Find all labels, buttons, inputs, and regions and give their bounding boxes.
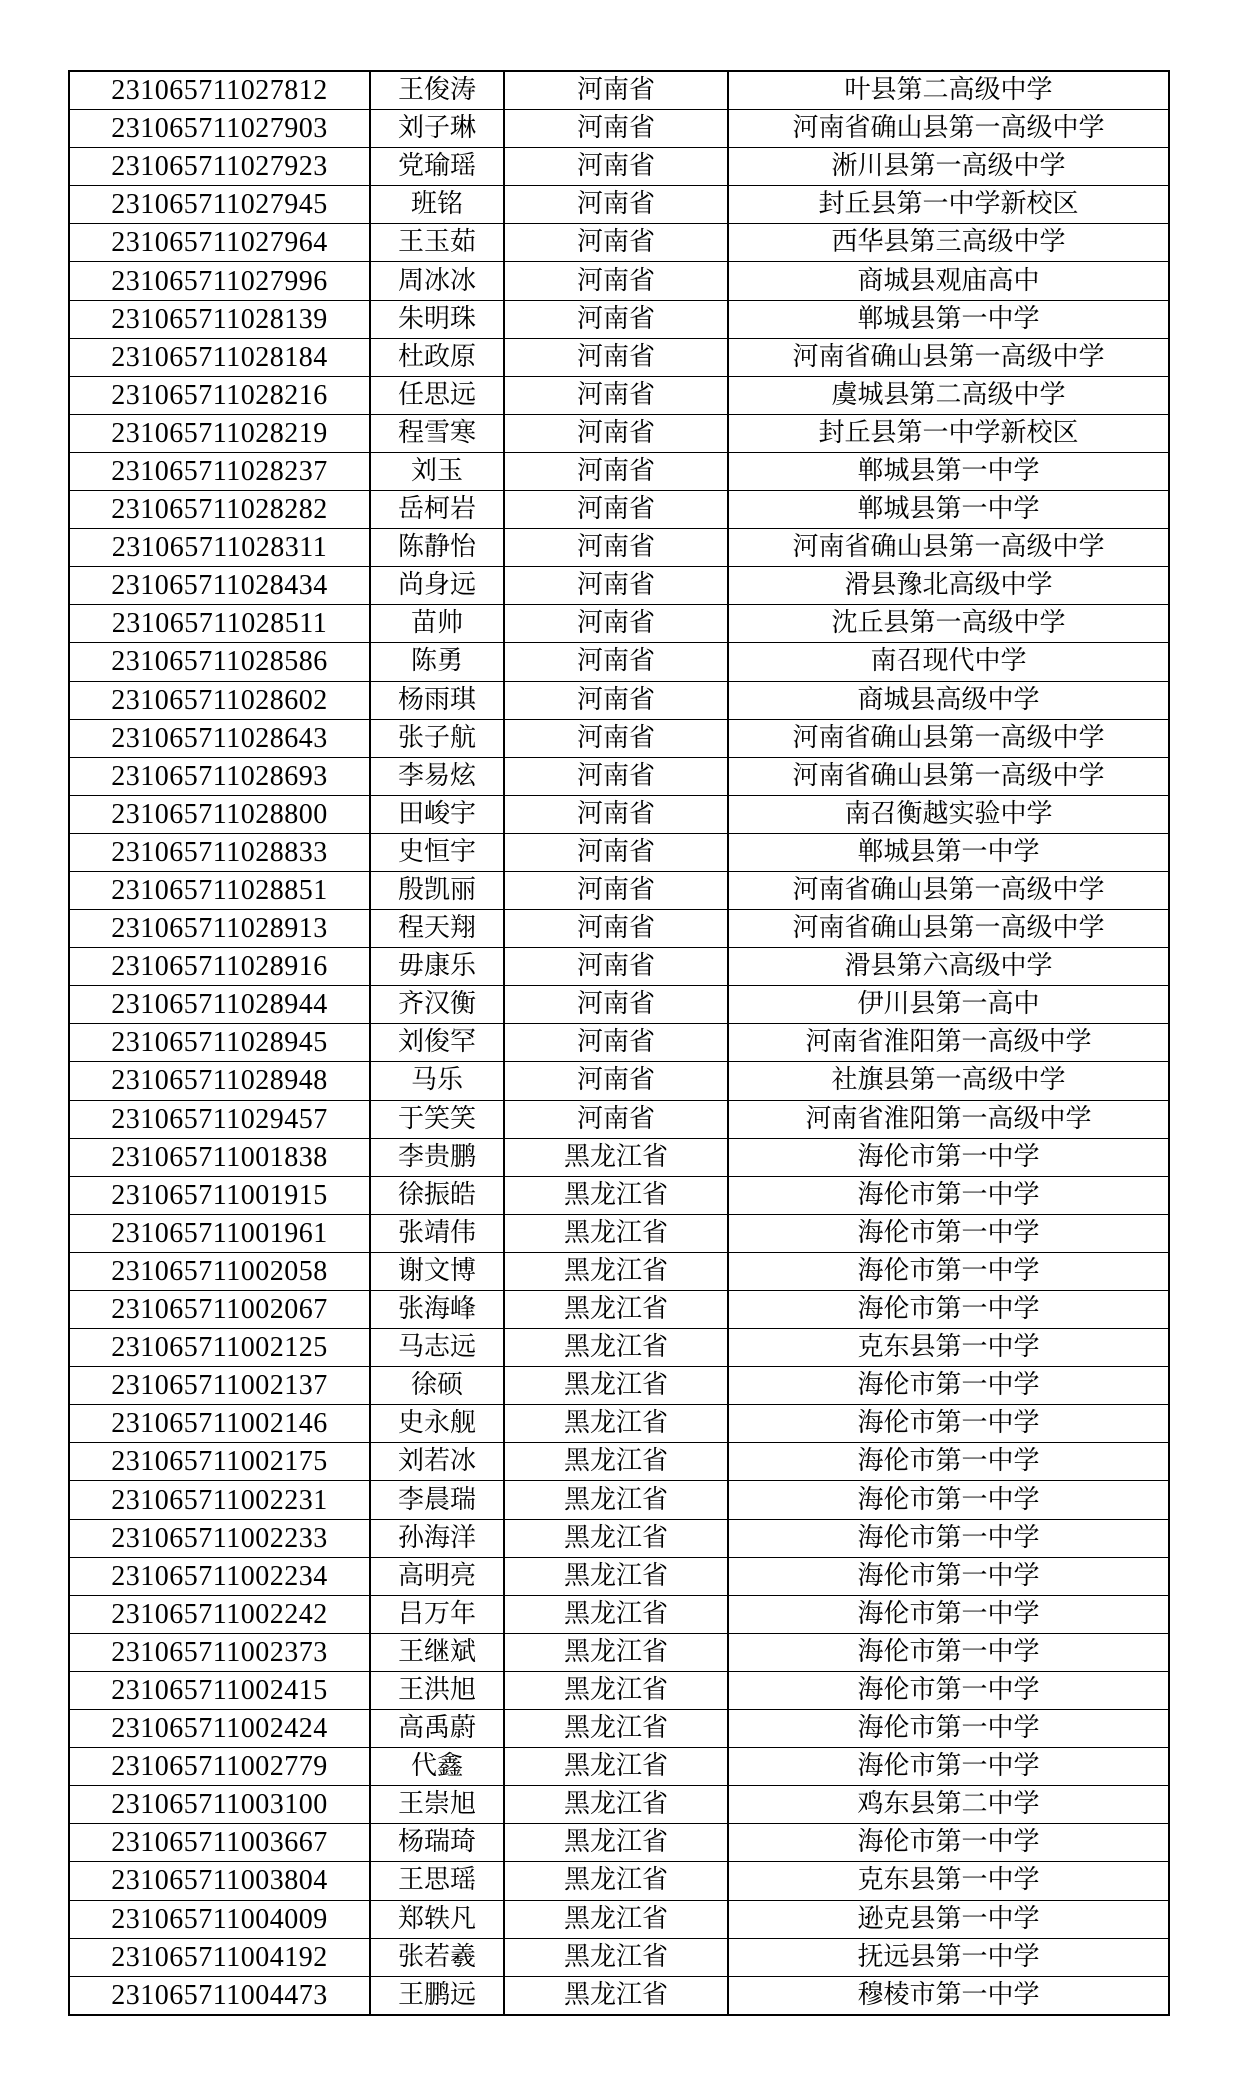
exam-id-cell: 231065711028693 bbox=[69, 757, 370, 795]
school-cell: 海伦市第一中学 bbox=[728, 1824, 1169, 1862]
table-row bbox=[69, 262, 1169, 300]
province-cell: 河南省 bbox=[504, 376, 728, 414]
school-cell: 商城县观庙高中 bbox=[728, 262, 1169, 300]
school-cell: 海伦市第一中学 bbox=[728, 1138, 1169, 1176]
province-cell: 黑龙江省 bbox=[504, 1291, 728, 1329]
student-name-cell: 王继斌 bbox=[370, 1633, 504, 1671]
exam-id-cell: 231065711028282 bbox=[69, 491, 370, 529]
student-name-cell: 刘子琳 bbox=[370, 110, 504, 148]
school-cell: 海伦市第一中学 bbox=[728, 1291, 1169, 1329]
school-cell: 虞城县第二高级中学 bbox=[728, 376, 1169, 414]
province-cell: 河南省 bbox=[504, 110, 728, 148]
table-row bbox=[69, 148, 1169, 186]
province-cell: 河南省 bbox=[504, 719, 728, 757]
province-cell: 河南省 bbox=[504, 1024, 728, 1062]
school-cell: 商城县高级中学 bbox=[728, 681, 1169, 719]
exam-id-cell: 231065711002242 bbox=[69, 1595, 370, 1633]
table-row bbox=[69, 1100, 1169, 1138]
exam-id-cell: 231065711004192 bbox=[69, 1938, 370, 1976]
school-cell: 逊克县第一中学 bbox=[728, 1900, 1169, 1938]
table-row bbox=[69, 1329, 1169, 1367]
school-cell: 海伦市第一中学 bbox=[728, 1252, 1169, 1290]
exam-id-cell: 231065711028948 bbox=[69, 1062, 370, 1100]
exam-id-cell: 231065711001915 bbox=[69, 1176, 370, 1214]
exam-id-cell: 231065711028216 bbox=[69, 376, 370, 414]
exam-id-cell: 231065711004009 bbox=[69, 1900, 370, 1938]
table-row bbox=[69, 110, 1169, 148]
province-cell: 河南省 bbox=[504, 871, 728, 909]
student-name-cell: 王洪旭 bbox=[370, 1671, 504, 1709]
student-name-cell: 孙海洋 bbox=[370, 1519, 504, 1557]
province-cell: 黑龙江省 bbox=[504, 1481, 728, 1519]
table-row bbox=[69, 1405, 1169, 1443]
province-cell: 河南省 bbox=[504, 1100, 728, 1138]
table-row bbox=[69, 605, 1169, 643]
table-row bbox=[69, 795, 1169, 833]
school-cell: 河南省确山县第一高级中学 bbox=[728, 871, 1169, 909]
student-name-cell: 刘玉 bbox=[370, 452, 504, 490]
table-row bbox=[69, 719, 1169, 757]
student-name-cell: 李贵鹏 bbox=[370, 1138, 504, 1176]
school-cell: 叶县第二高级中学 bbox=[728, 71, 1169, 110]
student-list-table bbox=[68, 70, 1170, 2016]
exam-id-cell: 231065711028916 bbox=[69, 948, 370, 986]
province-cell: 河南省 bbox=[504, 262, 728, 300]
student-name-cell: 刘俊罕 bbox=[370, 1024, 504, 1062]
school-cell: 海伦市第一中学 bbox=[728, 1481, 1169, 1519]
school-cell: 河南省确山县第一高级中学 bbox=[728, 719, 1169, 757]
province-cell: 河南省 bbox=[504, 414, 728, 452]
province-cell: 黑龙江省 bbox=[504, 1176, 728, 1214]
exam-id-cell: 231065711002067 bbox=[69, 1291, 370, 1329]
student-name-cell: 王俊涛 bbox=[370, 71, 504, 110]
school-cell: 海伦市第一中学 bbox=[728, 1633, 1169, 1671]
school-cell: 穆棱市第一中学 bbox=[728, 1976, 1169, 2015]
student-name-cell: 毋康乐 bbox=[370, 948, 504, 986]
exam-id-cell: 231065711028851 bbox=[69, 871, 370, 909]
table-row bbox=[69, 186, 1169, 224]
province-cell: 黑龙江省 bbox=[504, 1900, 728, 1938]
province-cell: 河南省 bbox=[504, 833, 728, 871]
province-cell: 黑龙江省 bbox=[504, 1710, 728, 1748]
school-cell: 滑县第六高级中学 bbox=[728, 948, 1169, 986]
student-name-cell: 陈勇 bbox=[370, 643, 504, 681]
province-cell: 黑龙江省 bbox=[504, 1824, 728, 1862]
province-cell: 河南省 bbox=[504, 567, 728, 605]
province-cell: 河南省 bbox=[504, 643, 728, 681]
student-name-cell: 杨瑞琦 bbox=[370, 1824, 504, 1862]
exam-id-cell: 231065711028586 bbox=[69, 643, 370, 681]
table-row bbox=[69, 681, 1169, 719]
student-name-cell: 苗帅 bbox=[370, 605, 504, 643]
table-row bbox=[69, 1138, 1169, 1176]
table-row bbox=[69, 529, 1169, 567]
school-cell: 郸城县第一中学 bbox=[728, 300, 1169, 338]
school-cell: 海伦市第一中学 bbox=[728, 1557, 1169, 1595]
school-cell: 西华县第三高级中学 bbox=[728, 224, 1169, 262]
table-row bbox=[69, 1671, 1169, 1709]
exam-id-cell: 231065711028139 bbox=[69, 300, 370, 338]
province-cell: 河南省 bbox=[504, 986, 728, 1024]
table-row bbox=[69, 643, 1169, 681]
exam-id-cell: 231065711027812 bbox=[69, 71, 370, 110]
exam-id-cell: 231065711028434 bbox=[69, 567, 370, 605]
student-name-cell: 刘若冰 bbox=[370, 1443, 504, 1481]
province-cell: 河南省 bbox=[504, 186, 728, 224]
province-cell: 黑龙江省 bbox=[504, 1671, 728, 1709]
school-cell: 河南省确山县第一高级中学 bbox=[728, 757, 1169, 795]
student-name-cell: 殷凯丽 bbox=[370, 871, 504, 909]
school-cell: 南召衡越实验中学 bbox=[728, 795, 1169, 833]
province-cell: 黑龙江省 bbox=[504, 1138, 728, 1176]
table-row bbox=[69, 757, 1169, 795]
table-row bbox=[69, 986, 1169, 1024]
student-name-cell: 王鹏远 bbox=[370, 1976, 504, 2015]
student-name-cell: 史永舰 bbox=[370, 1405, 504, 1443]
exam-id-cell: 231065711002146 bbox=[69, 1405, 370, 1443]
table-row bbox=[69, 1595, 1169, 1633]
province-cell: 河南省 bbox=[504, 795, 728, 833]
table-row bbox=[69, 452, 1169, 490]
exam-id-cell: 231065711028511 bbox=[69, 605, 370, 643]
province-cell: 河南省 bbox=[504, 529, 728, 567]
table-row bbox=[69, 1748, 1169, 1786]
table-row bbox=[69, 1786, 1169, 1824]
province-cell: 河南省 bbox=[504, 681, 728, 719]
table-body bbox=[69, 71, 1169, 2015]
exam-id-cell: 231065711001961 bbox=[69, 1214, 370, 1252]
student-name-cell: 郑轶凡 bbox=[370, 1900, 504, 1938]
province-cell: 河南省 bbox=[504, 338, 728, 376]
table-row bbox=[69, 1024, 1169, 1062]
school-cell: 鸡东县第二中学 bbox=[728, 1786, 1169, 1824]
student-name-cell: 于笑笑 bbox=[370, 1100, 504, 1138]
student-name-cell: 史恒宇 bbox=[370, 833, 504, 871]
province-cell: 河南省 bbox=[504, 910, 728, 948]
school-cell: 淅川县第一高级中学 bbox=[728, 148, 1169, 186]
exam-id-cell: 231065711028944 bbox=[69, 986, 370, 1024]
province-cell: 黑龙江省 bbox=[504, 1252, 728, 1290]
student-name-cell: 王玉茹 bbox=[370, 224, 504, 262]
student-name-cell: 徐振皓 bbox=[370, 1176, 504, 1214]
province-cell: 黑龙江省 bbox=[504, 1367, 728, 1405]
exam-id-cell: 231065711002058 bbox=[69, 1252, 370, 1290]
province-cell: 河南省 bbox=[504, 1062, 728, 1100]
province-cell: 河南省 bbox=[504, 491, 728, 529]
province-cell: 黑龙江省 bbox=[504, 1519, 728, 1557]
school-cell: 海伦市第一中学 bbox=[728, 1367, 1169, 1405]
student-name-cell: 李晨瑞 bbox=[370, 1481, 504, 1519]
exam-id-cell: 231065711027964 bbox=[69, 224, 370, 262]
table-row bbox=[69, 414, 1169, 452]
table-row bbox=[69, 1176, 1169, 1214]
table-row bbox=[69, 1633, 1169, 1671]
student-name-cell: 田峻宇 bbox=[370, 795, 504, 833]
school-cell: 河南省确山县第一高级中学 bbox=[728, 910, 1169, 948]
table-row bbox=[69, 1214, 1169, 1252]
province-cell: 河南省 bbox=[504, 300, 728, 338]
student-name-cell: 杜政原 bbox=[370, 338, 504, 376]
table-row bbox=[69, 1443, 1169, 1481]
exam-id-cell: 231065711002233 bbox=[69, 1519, 370, 1557]
school-cell: 海伦市第一中学 bbox=[728, 1595, 1169, 1633]
school-cell: 海伦市第一中学 bbox=[728, 1748, 1169, 1786]
exam-id-cell: 231065711002424 bbox=[69, 1710, 370, 1748]
province-cell: 黑龙江省 bbox=[504, 1976, 728, 2015]
school-cell: 社旗县第一高级中学 bbox=[728, 1062, 1169, 1100]
exam-id-cell: 231065711028311 bbox=[69, 529, 370, 567]
exam-id-cell: 231065711027945 bbox=[69, 186, 370, 224]
student-name-cell: 程雪寒 bbox=[370, 414, 504, 452]
student-name-cell: 谢文博 bbox=[370, 1252, 504, 1290]
student-name-cell: 马志远 bbox=[370, 1329, 504, 1367]
school-cell: 海伦市第一中学 bbox=[728, 1405, 1169, 1443]
student-name-cell: 代鑫 bbox=[370, 1748, 504, 1786]
exam-id-cell: 231065711002415 bbox=[69, 1671, 370, 1709]
table-row bbox=[69, 1367, 1169, 1405]
province-cell: 黑龙江省 bbox=[504, 1405, 728, 1443]
school-cell: 海伦市第一中学 bbox=[728, 1443, 1169, 1481]
student-name-cell: 徐硕 bbox=[370, 1367, 504, 1405]
school-cell: 南召现代中学 bbox=[728, 643, 1169, 681]
school-cell: 河南省确山县第一高级中学 bbox=[728, 338, 1169, 376]
province-cell: 黑龙江省 bbox=[504, 1214, 728, 1252]
table-row bbox=[69, 376, 1169, 414]
student-name-cell: 党瑜瑶 bbox=[370, 148, 504, 186]
student-name-cell: 杨雨琪 bbox=[370, 681, 504, 719]
table-row bbox=[69, 338, 1169, 376]
exam-id-cell: 231065711027923 bbox=[69, 148, 370, 186]
table-row bbox=[69, 1557, 1169, 1595]
table-row bbox=[69, 71, 1169, 110]
province-cell: 黑龙江省 bbox=[504, 1557, 728, 1595]
table-row bbox=[69, 1519, 1169, 1557]
table-row bbox=[69, 948, 1169, 986]
student-name-cell: 周冰冰 bbox=[370, 262, 504, 300]
table-row bbox=[69, 1062, 1169, 1100]
school-cell: 河南省淮阳第一高级中学 bbox=[728, 1024, 1169, 1062]
exam-id-cell: 231065711028643 bbox=[69, 719, 370, 757]
exam-id-cell: 231065711028219 bbox=[69, 414, 370, 452]
student-name-cell: 李易炫 bbox=[370, 757, 504, 795]
exam-id-cell: 231065711028237 bbox=[69, 452, 370, 490]
school-cell: 封丘县第一中学新校区 bbox=[728, 414, 1169, 452]
school-cell: 抚远县第一中学 bbox=[728, 1938, 1169, 1976]
exam-id-cell: 231065711002234 bbox=[69, 1557, 370, 1595]
school-cell: 封丘县第一中学新校区 bbox=[728, 186, 1169, 224]
exam-id-cell: 231065711028945 bbox=[69, 1024, 370, 1062]
exam-id-cell: 231065711004473 bbox=[69, 1976, 370, 2015]
school-cell: 克东县第一中学 bbox=[728, 1862, 1169, 1900]
school-cell: 海伦市第一中学 bbox=[728, 1710, 1169, 1748]
student-name-cell: 张若羲 bbox=[370, 1938, 504, 1976]
table-row bbox=[69, 1976, 1169, 2015]
province-cell: 黑龙江省 bbox=[504, 1633, 728, 1671]
exam-id-cell: 231065711028602 bbox=[69, 681, 370, 719]
table-row bbox=[69, 1710, 1169, 1748]
school-cell: 郸城县第一中学 bbox=[728, 452, 1169, 490]
exam-id-cell: 231065711003100 bbox=[69, 1786, 370, 1824]
exam-id-cell: 231065711028800 bbox=[69, 795, 370, 833]
province-cell: 河南省 bbox=[504, 605, 728, 643]
province-cell: 黑龙江省 bbox=[504, 1443, 728, 1481]
province-cell: 河南省 bbox=[504, 948, 728, 986]
exam-id-cell: 231065711002373 bbox=[69, 1633, 370, 1671]
table-row bbox=[69, 1938, 1169, 1976]
exam-id-cell: 231065711027996 bbox=[69, 262, 370, 300]
student-name-cell: 朱明珠 bbox=[370, 300, 504, 338]
student-name-cell: 齐汉衡 bbox=[370, 986, 504, 1024]
table-row bbox=[69, 833, 1169, 871]
student-name-cell: 陈静怡 bbox=[370, 529, 504, 567]
province-cell: 黑龙江省 bbox=[504, 1862, 728, 1900]
province-cell: 河南省 bbox=[504, 148, 728, 186]
province-cell: 黑龙江省 bbox=[504, 1938, 728, 1976]
table-row bbox=[69, 1862, 1169, 1900]
table-row bbox=[69, 1252, 1169, 1290]
exam-id-cell: 231065711028833 bbox=[69, 833, 370, 871]
student-name-cell: 张子航 bbox=[370, 719, 504, 757]
student-name-cell: 王思瑶 bbox=[370, 1862, 504, 1900]
table-row bbox=[69, 1481, 1169, 1519]
province-cell: 黑龙江省 bbox=[504, 1786, 728, 1824]
exam-id-cell: 231065711028913 bbox=[69, 910, 370, 948]
province-cell: 黑龙江省 bbox=[504, 1748, 728, 1786]
table-row bbox=[69, 1291, 1169, 1329]
student-name-cell: 尚身远 bbox=[370, 567, 504, 605]
table-row bbox=[69, 491, 1169, 529]
table-row bbox=[69, 1824, 1169, 1862]
exam-id-cell: 231065711003667 bbox=[69, 1824, 370, 1862]
student-name-cell: 任思远 bbox=[370, 376, 504, 414]
student-name-cell: 岳柯岩 bbox=[370, 491, 504, 529]
school-cell: 海伦市第一中学 bbox=[728, 1214, 1169, 1252]
school-cell: 海伦市第一中学 bbox=[728, 1176, 1169, 1214]
school-cell: 郸城县第一中学 bbox=[728, 833, 1169, 871]
table-row bbox=[69, 224, 1169, 262]
exam-id-cell: 231065711002125 bbox=[69, 1329, 370, 1367]
table-row bbox=[69, 910, 1169, 948]
school-cell: 河南省确山县第一高级中学 bbox=[728, 110, 1169, 148]
student-name-cell: 高明亮 bbox=[370, 1557, 504, 1595]
school-cell: 克东县第一中学 bbox=[728, 1329, 1169, 1367]
table-row bbox=[69, 1900, 1169, 1938]
student-name-cell: 程天翔 bbox=[370, 910, 504, 948]
table-row bbox=[69, 300, 1169, 338]
province-cell: 黑龙江省 bbox=[504, 1595, 728, 1633]
student-name-cell: 张靖伟 bbox=[370, 1214, 504, 1252]
exam-id-cell: 231065711002779 bbox=[69, 1748, 370, 1786]
student-name-cell: 高禹蔚 bbox=[370, 1710, 504, 1748]
exam-id-cell: 231065711001838 bbox=[69, 1138, 370, 1176]
exam-id-cell: 231065711028184 bbox=[69, 338, 370, 376]
exam-id-cell: 231065711027903 bbox=[69, 110, 370, 148]
province-cell: 河南省 bbox=[504, 224, 728, 262]
school-cell: 沈丘县第一高级中学 bbox=[728, 605, 1169, 643]
school-cell: 伊川县第一高中 bbox=[728, 986, 1169, 1024]
exam-id-cell: 231065711003804 bbox=[69, 1862, 370, 1900]
school-cell: 河南省淮阳第一高级中学 bbox=[728, 1100, 1169, 1138]
exam-id-cell: 231065711002231 bbox=[69, 1481, 370, 1519]
student-name-cell: 马乐 bbox=[370, 1062, 504, 1100]
student-name-cell: 吕万年 bbox=[370, 1595, 504, 1633]
table-row bbox=[69, 871, 1169, 909]
school-cell: 滑县豫北高级中学 bbox=[728, 567, 1169, 605]
province-cell: 黑龙江省 bbox=[504, 1329, 728, 1367]
province-cell: 河南省 bbox=[504, 757, 728, 795]
student-name-cell: 王崇旭 bbox=[370, 1786, 504, 1824]
student-name-cell: 班铭 bbox=[370, 186, 504, 224]
school-cell: 海伦市第一中学 bbox=[728, 1671, 1169, 1709]
exam-id-cell: 231065711002175 bbox=[69, 1443, 370, 1481]
school-cell: 海伦市第一中学 bbox=[728, 1519, 1169, 1557]
province-cell: 河南省 bbox=[504, 71, 728, 110]
school-cell: 郸城县第一中学 bbox=[728, 491, 1169, 529]
province-cell: 河南省 bbox=[504, 452, 728, 490]
school-cell: 河南省确山县第一高级中学 bbox=[728, 529, 1169, 567]
table-row bbox=[69, 567, 1169, 605]
student-name-cell: 张海峰 bbox=[370, 1291, 504, 1329]
exam-id-cell: 231065711002137 bbox=[69, 1367, 370, 1405]
exam-id-cell: 231065711029457 bbox=[69, 1100, 370, 1138]
